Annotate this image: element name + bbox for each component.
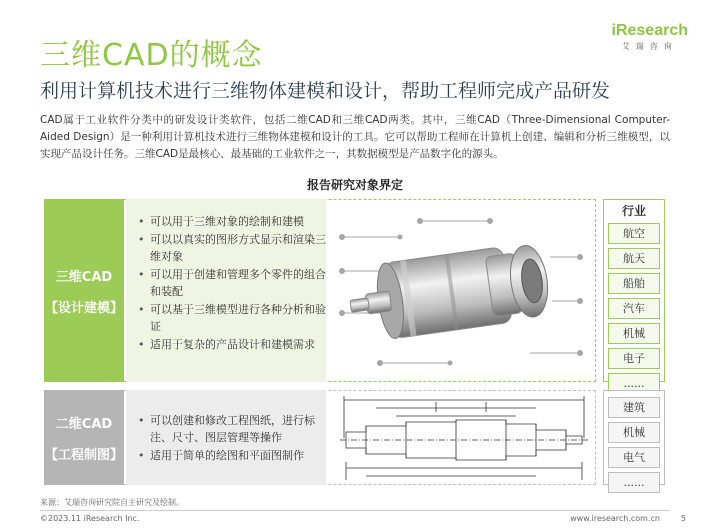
cad3-label-box [44, 199, 124, 382]
cad3-bullet: • 可以用于创建和管理多个零件的组合和装配 [138, 266, 326, 300]
page-subtitle: 利用计算机技术进行三维物体建模和设计，帮助工程师完成产品研发 [40, 80, 611, 102]
cad3-bullet: • 适用于复杂的产品设计和建模需求 [138, 336, 326, 353]
industry-tag: 电子 [608, 348, 660, 369]
industry-tag: 机械 [608, 422, 660, 443]
industry-tag: 航天 [608, 248, 660, 269]
source-note: 来源：艾瑞咨询研究院自主研究及绘制。 [40, 498, 184, 507]
industry-tag: 建筑 [608, 397, 660, 418]
3d-model-illustration [330, 203, 592, 379]
iresearch-logo [612, 22, 689, 52]
cad2-tag: 【工程制图】 [44, 447, 123, 463]
2d-drawing-illustration [336, 392, 592, 484]
cad3-name: 三维CAD [55, 269, 113, 285]
industry-tag: 机械 [608, 323, 660, 344]
cad3-bullet: • 可以用于三维对象的绘制和建模 [138, 213, 326, 230]
logo-brand: iResearch [611, 22, 688, 39]
cad3-feature-list [126, 199, 326, 382]
industry-tag: 航空 [608, 223, 660, 244]
industry-tag: 电气 [608, 447, 660, 468]
page-title: 三维CAD的概念 [40, 38, 263, 73]
cad2-name: 二维CAD [55, 416, 113, 432]
logo-brand-cn: 艾瑞咨询 [621, 42, 678, 51]
cad3-bullet: • 可以以真实的图形方式显示和渲染三维对象 [138, 231, 326, 265]
intro-paragraph: CAD属于工业软件分类中的研发设计类软件，包括二维CAD和三维CAD两类。其中，三维CAD（Three-Dimensional Computer-Aided Design）是一种利用计算机技术进行三维物体建模和设计的工具。它可以帮助工程师在计算机上创建、编辑和分析三维模型，以实现产品设计任务。三维CAD是最核心、最基础的工业软件之一，其数据模型是产品数字化的源头。 [40, 114, 670, 160]
cad3-bullet: • 可以基于三维模型进行各种分析和验证 [138, 301, 326, 335]
industry-tag: ...... [608, 373, 660, 394]
industry-tag: ...... [608, 472, 660, 493]
footer-divider [40, 510, 670, 511]
industry-tag: 汽车 [608, 298, 660, 319]
cad3-industry-panel [603, 199, 665, 390]
cad2-bullet: • 适用于简单的绘图和平面图制作 [138, 447, 326, 464]
industry-header: 行业 [621, 204, 646, 218]
cad2-feature-list [126, 390, 326, 485]
cad3-tag: 【设计建模】 [44, 300, 123, 316]
copyright: ©2023.11 iResearch Inc. [40, 514, 140, 523]
cad2-label-box [44, 390, 124, 485]
figure-title: 报告研究对象界定 [306, 178, 403, 192]
industry-tag: 船舶 [608, 273, 660, 294]
website-link[interactable]: www.iresearch.com.cn [570, 514, 660, 523]
page-number: 5 [680, 514, 686, 523]
cad2-industry-panel [603, 390, 665, 489]
cad2-bullet: • 可以创建和修改工程图纸，进行标注、尺寸、图层管理等操作 [138, 412, 326, 446]
